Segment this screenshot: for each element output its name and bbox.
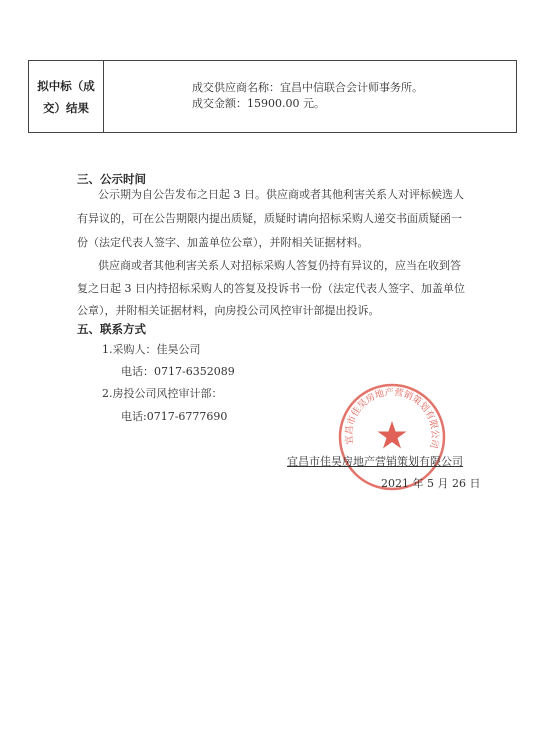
contact1-phone: 电话：0717-6352089 xyxy=(121,365,235,378)
section3-paragraph2-line3: 公章），并附相关证据材料，向房投公司风控审计部提出投诉。 xyxy=(77,304,380,317)
signature-date: 2021 年 5 月 26 日 xyxy=(381,477,481,490)
result-label-line2: 交）结果 xyxy=(43,100,89,115)
contact1-label: 1.采购人：佳昊公司 xyxy=(102,343,201,356)
seal-text: 宜昌市佳昊房地产营销策划有限公司 xyxy=(343,386,441,450)
section3-heading: 三、公示时间 xyxy=(77,172,146,186)
section3-paragraph1-line3: 份（法定代表人签字、加盖单位公章），并附相关证据材料。 xyxy=(77,236,369,249)
supplier-name: 成交供应商名称：宜昌中信联合会计师事务所。 xyxy=(192,81,423,94)
section3-paragraph1-line1: 公示期为自公告发布之日起 3 日。供应商或者其他利害关系人对评标候选人 xyxy=(98,188,464,201)
result-value-cell xyxy=(104,61,516,132)
contact2-label: 2.房投公司风控审计部： xyxy=(102,387,223,400)
result-table xyxy=(28,60,517,133)
section3-paragraph2-line1: 供应商或者其他利害关系人对招标采购人答复仍持有异议的，应当在收到答 xyxy=(98,259,461,272)
signature-company: 宜昌市佳昊房地产营销策划有限公司 xyxy=(287,455,463,468)
deal-amount: 成交金额：15900.00 元。 xyxy=(192,97,325,110)
section5-heading: 五、联系方式 xyxy=(77,322,146,336)
result-label-line1: 拟中标（成 xyxy=(37,78,95,93)
result-label-cell xyxy=(29,61,104,132)
contact2-phone: 电话:0717-6777690 xyxy=(121,410,228,423)
section3-paragraph2-line2: 复之日起 3 日内持招标采购人的答复及投诉书一份（法定代表人签字、加盖单位 xyxy=(77,282,465,295)
section3-paragraph1-line2: 有异议的，可在公告期限内提出质疑，质疑时请向招标采购人递交书面质疑函一 xyxy=(77,212,462,225)
